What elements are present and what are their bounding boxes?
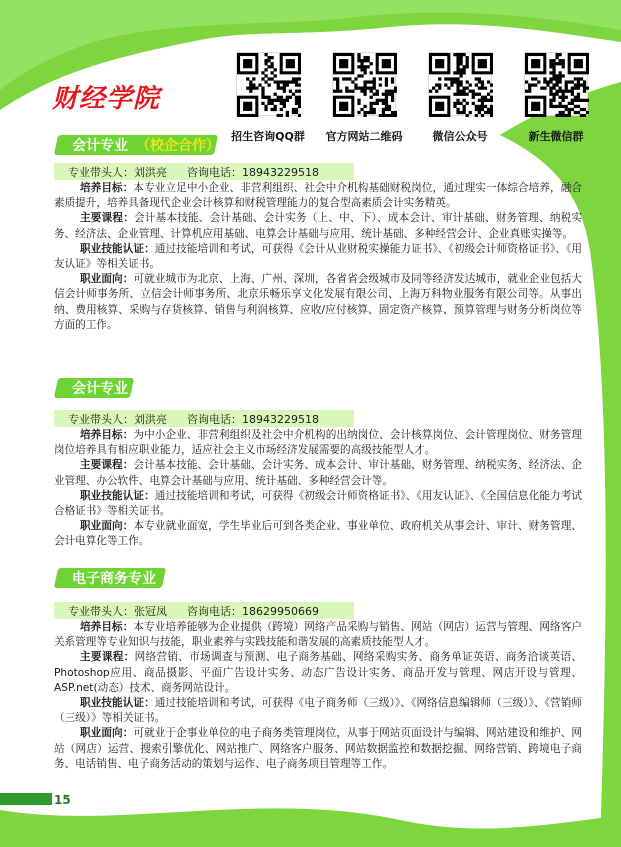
section-body — [54, 620, 582, 772]
qr-item-wechat-group — [508, 52, 604, 144]
item-paragraph: 培养目标：本专业立足中小企业、非营利组织、社会中介机构基础财税岗位，通过理实一体综合培养，融合素质提升，培养具备现代企业会计核算和财税管理能力的复合型高素质会计实务精英。 — [54, 182, 583, 210]
consult-phone: 咨询电话：18943229518 — [187, 412, 319, 426]
college-title: 财经学院 — [52, 84, 161, 114]
item-paragraph: 职业面向：本专业就业面宽，学生毕业后可到各类企业、事业单位、政府机关从事会计、审计、财务管理、会计电算化等工作。 — [54, 520, 583, 548]
section-body — [54, 181, 582, 333]
bottom-green-wave — [0, 808, 621, 847]
qr-item-wechat-public — [412, 52, 508, 144]
section-body — [54, 428, 582, 550]
contact-bar — [54, 163, 354, 180]
section-heading-highlight: （校企合作） — [136, 138, 220, 154]
leader-name: 专业带头人：刘洪亮 — [68, 412, 167, 426]
qr-code-icon — [236, 52, 300, 116]
item-paragraph: 主要课程：会计基本技能、会计基础、会计实务（上、中、下）、成本会计、审计基础、财务管理、纳税实务、经济法、企业管理、计算机应用基础、电算会计基础与应用、统计基础、多种经营会计、企业真账实操等。 — [54, 212, 583, 240]
leader-name: 专业带头人：刘洪亮 — [68, 165, 167, 179]
item-paragraph: 职业面向：可就业城市为北京、上海、广州、深圳，各省省会级城市及同等经济发达城市，就业企业包括大信会计师事务所、立信会计师事务所、北京乐畅乐享文化发展有限公司、上海万科物业服务有限公司等。从事出纳、费用核算、采购与存货核算、销售与利润核算、应收/应付核算、固定资产核算、预算管理与财务分析岗位等方面的工作。 — [54, 273, 583, 331]
section-heading-text: 会计专业 — [72, 138, 128, 154]
contact-bar — [54, 410, 354, 427]
section-heading-text: 会计专业 — [72, 381, 128, 397]
item-paragraph: 职业面向：可就业于企事业单位的电子商务类管理岗位，从事于网站页面设计与编辑、网站建设和维护、网站（网店）运营、搜索引擎优化、网站推广、网络客户服务、网站数据监控和数据挖掘、网络营销、跨境电子商务、电话销售、电子商务活动的策划与运作、电子商务项目管理等工作。 — [54, 727, 583, 770]
qr-label: 微信公众号 — [432, 130, 488, 143]
leader-name: 专业带头人：张冠凤 — [68, 604, 167, 618]
item-paragraph: 职业技能认证：通过技能培训和考试，可获得《会计从业财税实操能力证书》、《初级会计师资格证书》、《用友认证》等相关证书。 — [54, 242, 583, 271]
qr-label: 新生微信群 — [528, 130, 584, 143]
item-paragraph: 培养目标：为中小企业、非营利组织及社会中介机构的出纳岗位、会计核算岗位、会计管理岗位、财务管理岗位培养具有相应职业能力，适应社会主义市场经济发展需要的高级技能型人才。 — [54, 429, 583, 457]
qr-code-row — [220, 52, 604, 144]
item-paragraph: 主要课程：会计基本技能、会计基础、会计实务、成本会计、审计基础、财务管理、纳税实务、经济法、企业管理、办公软件、电算会计基础与应用、统计基础、多种经营会计等。 — [54, 459, 583, 487]
item-paragraph: 职业技能认证：通过技能培训和考试，可获得《电子商务师（三级）》、《网络信息编辑师（三级）》、《营销师（三级）》等相关证书。 — [54, 697, 582, 725]
consult-phone: 咨询电话：18943229518 — [187, 165, 319, 179]
consult-phone: 咨询电话：18629950669 — [187, 604, 319, 618]
contact-bar — [54, 602, 354, 619]
section-heading-text: 电子商务专业 — [72, 571, 156, 587]
item-paragraph: 职业技能认证：通过技能培训和考试，可获得《初级会计师资格证书》、《用友认证》、《全国信息化能力考试合格证书》等相关证书。 — [54, 489, 583, 518]
qr-item-qq-group — [220, 52, 316, 144]
item-paragraph: 培养目标：本专业培养能够为企业提供（跨境）网络产品采购与销售、网站（网店）运营与管理、网络客户关系管理等专业知识与技能，职业素养与实践技能和谐发展的高素质技能型人才。 — [54, 621, 583, 649]
qr-label: 招生咨询QQ群 — [231, 130, 305, 143]
section-heading — [56, 135, 220, 155]
page-number-bar — [0, 793, 52, 805]
qr-label: 官方网站二维码 — [325, 130, 403, 143]
qr-code-icon — [428, 52, 492, 116]
qr-item-website — [316, 52, 412, 144]
page-number: 15 — [54, 793, 71, 807]
section-heading — [56, 568, 164, 588]
qr-code-icon — [332, 52, 396, 116]
qr-code-icon — [524, 52, 588, 116]
section-heading — [56, 378, 132, 398]
item-paragraph: 主要课程：网络营销、市场调查与预测、电子商务基础、网络采购实务、商务单证英语、商务洽谈英语、Photoshop应用、商品摄影、平面广告设计实务、动态广告设计实务、商品开发与管理、网店开设与管理、ASP.net(动态）技术、商务网站设计。 — [54, 651, 583, 694]
